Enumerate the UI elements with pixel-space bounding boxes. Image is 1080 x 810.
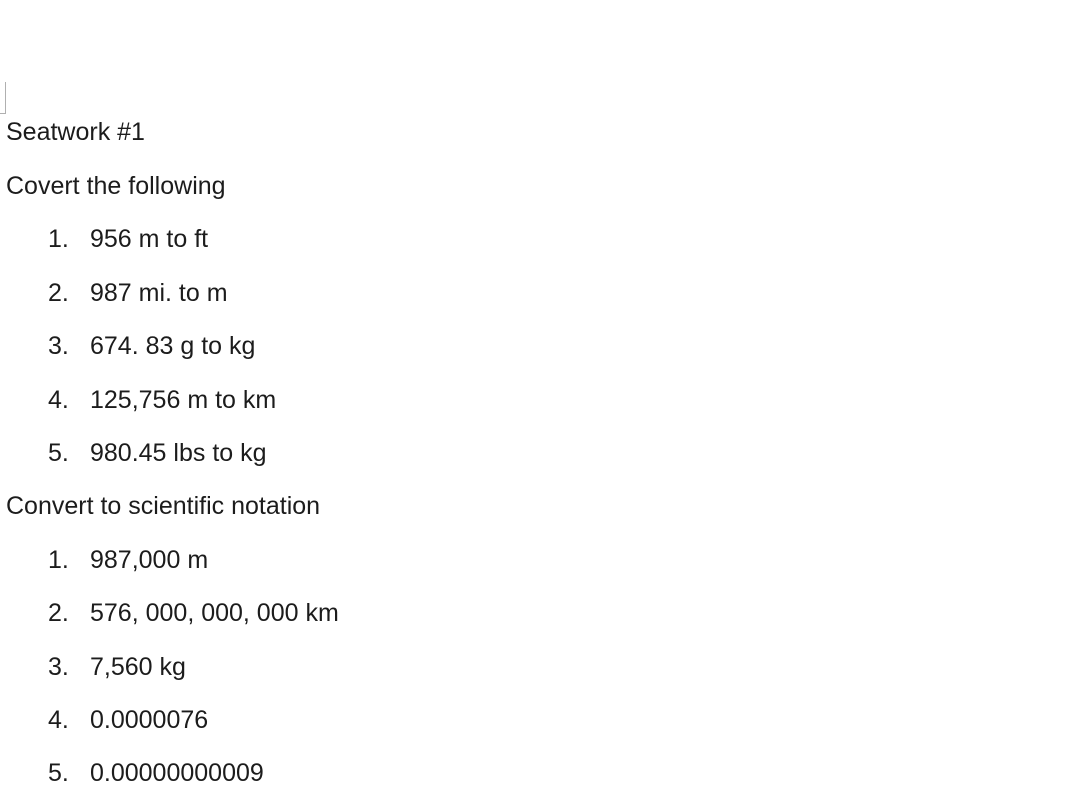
- list-item-number: 1.: [48, 225, 69, 253]
- list-item: [48, 652, 186, 682]
- list-item-text: 674. 83 g to kg: [90, 332, 256, 360]
- list-item: [48, 331, 255, 361]
- list-item-number: 2.: [48, 599, 69, 627]
- list-item: [48, 758, 264, 788]
- list-item-text: 980.45 lbs to kg: [90, 439, 267, 467]
- list-item-number: 5.: [48, 439, 69, 467]
- list-item-text: 0.0000076: [90, 706, 209, 734]
- list-item-number: 3.: [48, 332, 69, 360]
- list-item-text: 125,756 m to km: [90, 386, 277, 414]
- list-item: [48, 438, 267, 468]
- list-item-text: 987,000 m: [90, 546, 209, 574]
- list-item-text: 576, 000, 000, 000 km: [90, 599, 339, 627]
- list-item-number: 4.: [48, 706, 69, 734]
- list-item: [48, 705, 208, 735]
- list-item-number: 1.: [48, 546, 69, 574]
- list-item-number: 2.: [48, 279, 69, 307]
- list-item-number: 5.: [48, 759, 69, 787]
- section-heading-scientific-notation: Convert to scientific notation: [6, 492, 321, 520]
- text-cursor-mark: [0, 82, 6, 114]
- list-item-text: 0.00000000009: [90, 759, 264, 787]
- document-title: Seatwork #1: [6, 118, 145, 146]
- list-item: [48, 598, 339, 628]
- section-heading-conversion: Covert the following: [6, 172, 226, 200]
- list-item: [48, 385, 276, 415]
- list-item: [48, 278, 228, 308]
- list-item: [48, 224, 208, 254]
- list-item: [48, 545, 208, 575]
- list-item-text: 956 m to ft: [90, 225, 209, 253]
- list-item-number: 3.: [48, 653, 69, 681]
- list-item-text: 7,560 kg: [90, 653, 186, 681]
- list-item-text: 987 mi. to m: [90, 279, 228, 307]
- list-item-number: 4.: [48, 386, 69, 414]
